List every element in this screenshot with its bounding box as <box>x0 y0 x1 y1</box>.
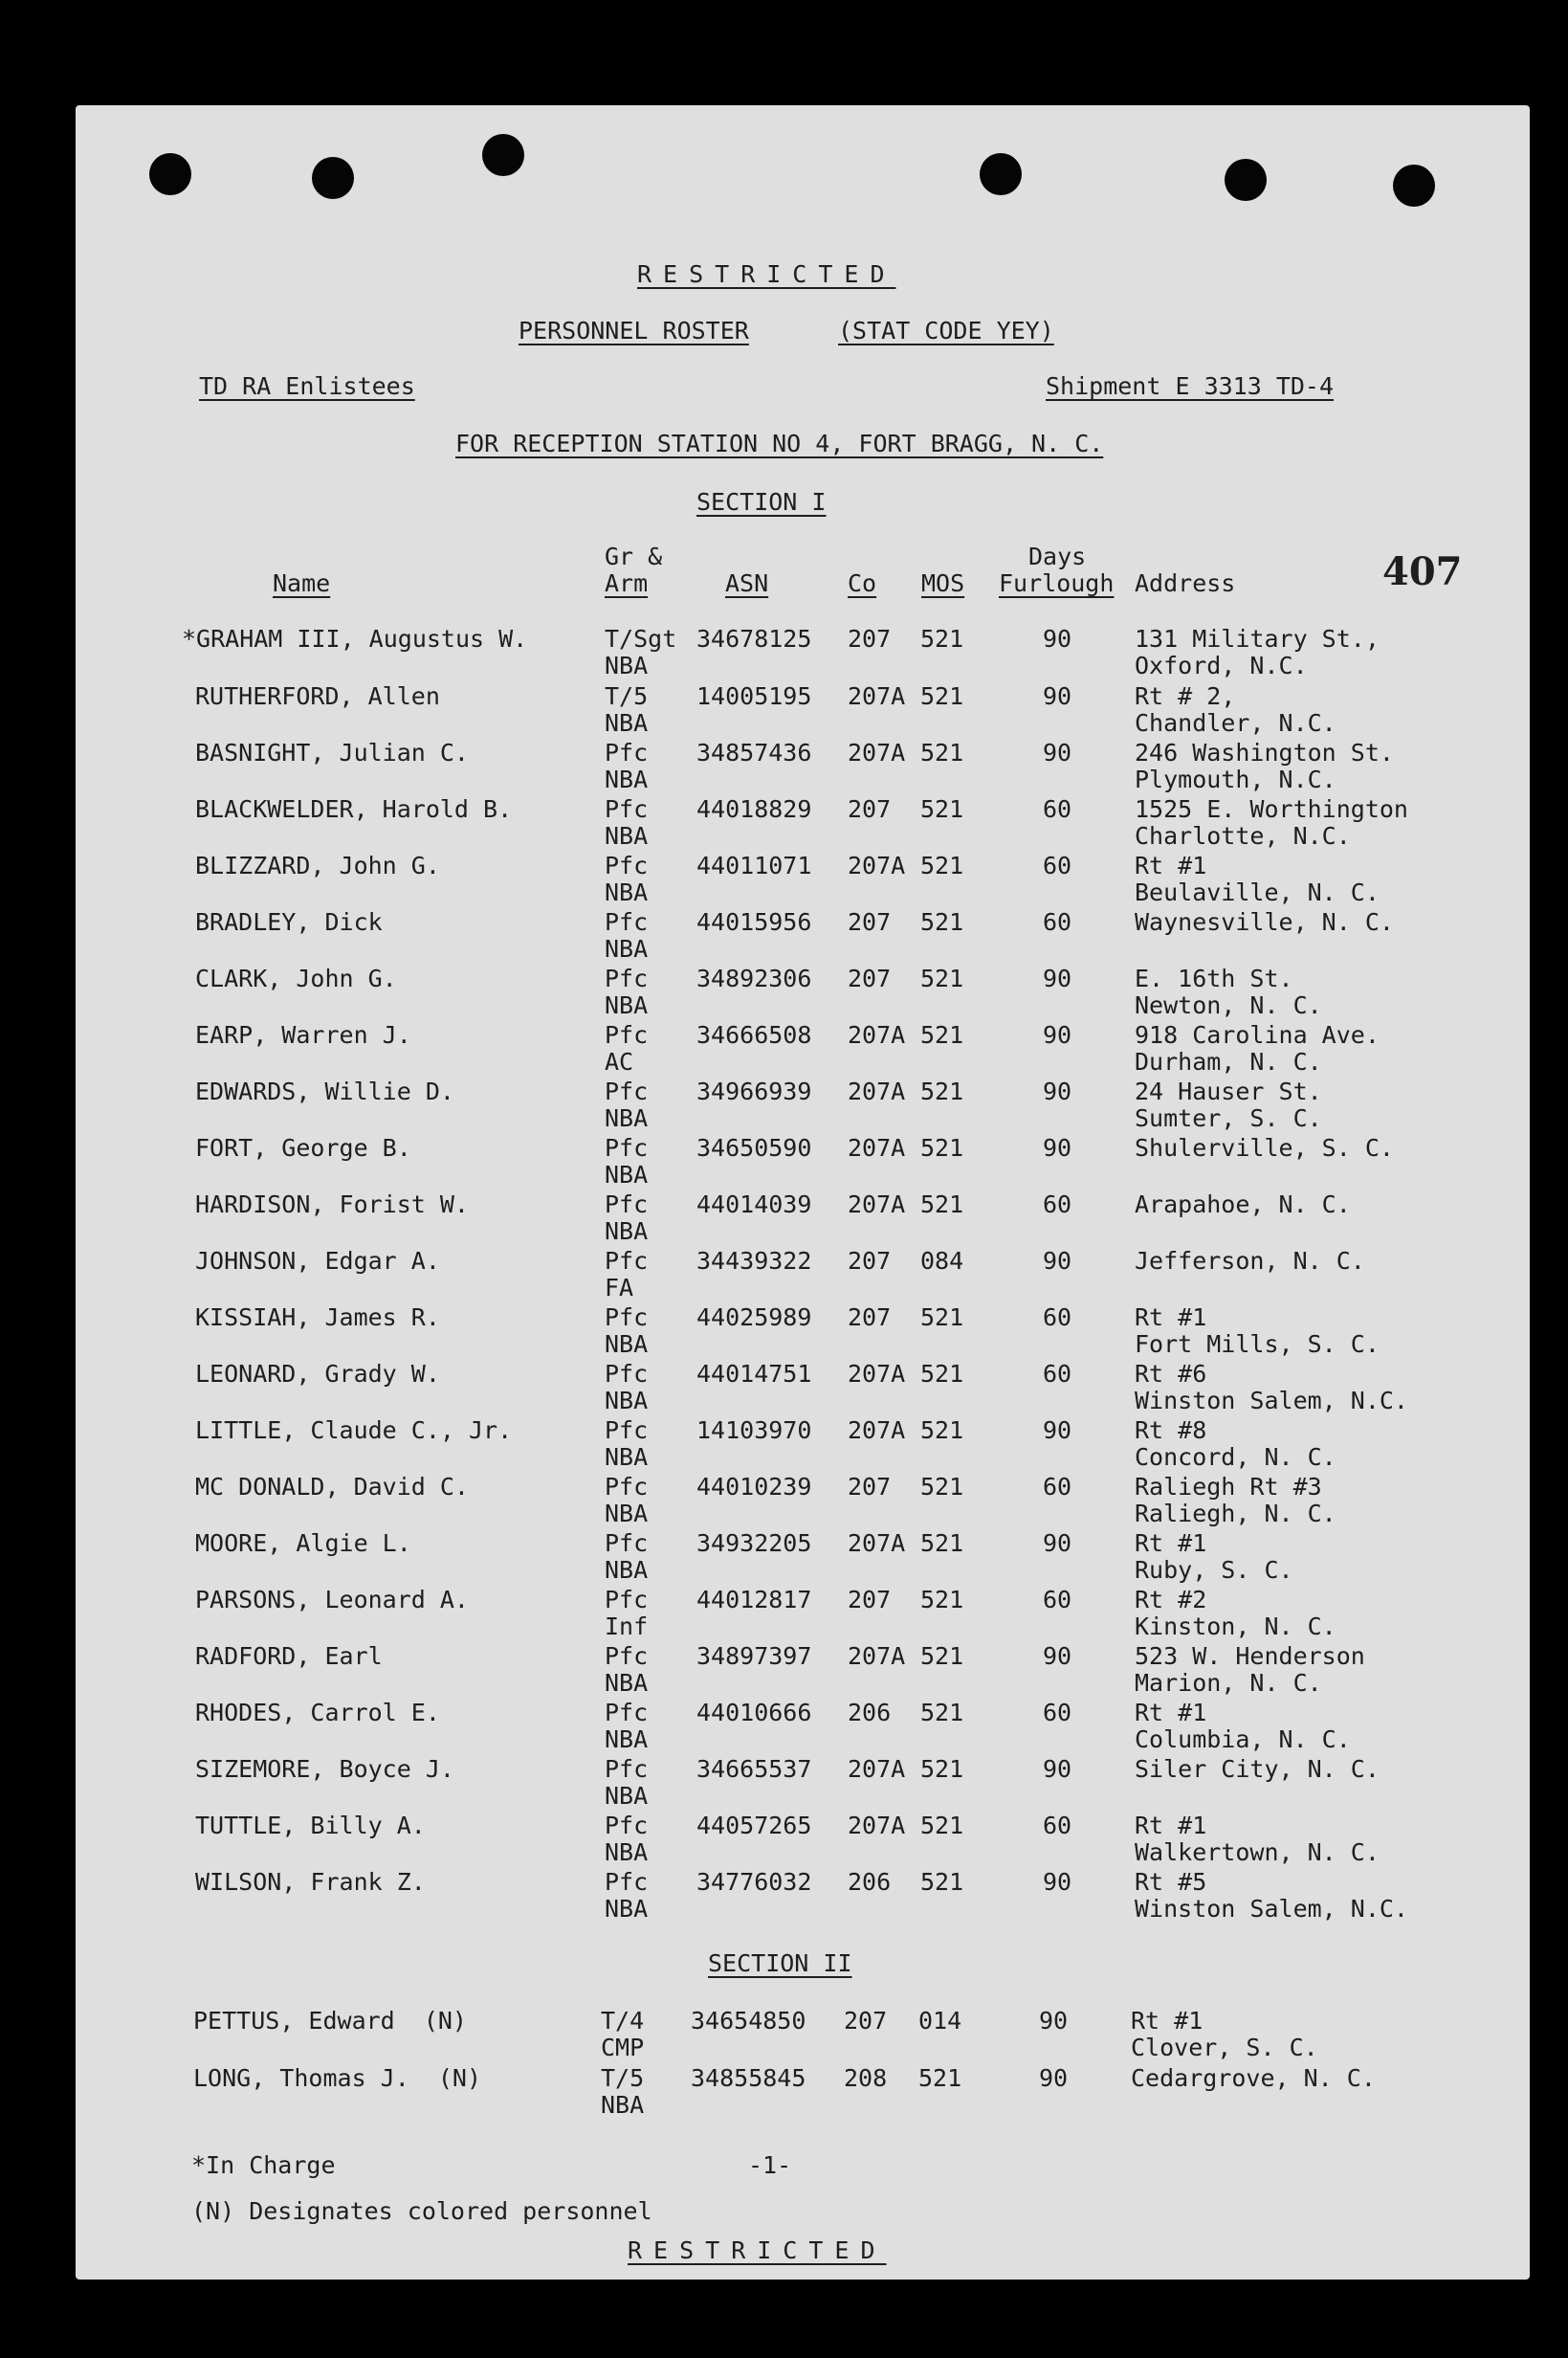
row-arm: NBA <box>605 652 649 679</box>
colored-personnel-note: (N) Designates colored personnel <box>191 2197 652 2225</box>
table-row <box>0 1134 1568 1191</box>
row-furlough-days: 60 <box>1043 852 1072 879</box>
row-grade: Pfc <box>605 1247 649 1275</box>
restricted-header: RESTRICTED <box>637 260 896 288</box>
table-row <box>0 1529 1568 1587</box>
table-row <box>0 1586 1568 1643</box>
table-row <box>0 1190 1568 1248</box>
row-furlough-days: 90 <box>1043 1078 1072 1105</box>
row-asn: 44014751 <box>696 1360 812 1388</box>
row-address-line2: Winston Salem, N.C. <box>1135 1387 1408 1414</box>
row-grade: Pfc <box>605 1812 649 1839</box>
row-company: 207A <box>848 1755 906 1783</box>
table-row <box>0 1021 1568 1079</box>
row-asn: 34776032 <box>696 1868 812 1896</box>
row-address-line2: Oxford, N.C. <box>1135 652 1308 679</box>
row-name: LEONARD, Grady W. <box>195 1360 440 1388</box>
table-row <box>0 739 1568 796</box>
row-company: 207A <box>848 739 906 767</box>
row-company: 207A <box>848 1642 906 1670</box>
row-mos: 521 <box>920 1078 964 1105</box>
table-row <box>0 1416 1568 1474</box>
row-address-line1: 1525 E. Worthington <box>1135 795 1408 823</box>
row-name: MC DONALD, David C. <box>195 1473 469 1501</box>
row-asn: 44015956 <box>696 908 812 936</box>
row-grade: Pfc <box>605 908 649 936</box>
row-arm: NBA <box>605 1838 649 1866</box>
row-address-line2: Marion, N. C. <box>1135 1669 1322 1697</box>
row-name: PARSONS, Leonard A. <box>195 1586 469 1613</box>
col-asn-header: ASN <box>725 569 769 597</box>
row-name: RUTHERFORD, Allen <box>195 682 440 710</box>
row-mos: 521 <box>920 682 964 710</box>
row-grade: Pfc <box>605 1360 649 1388</box>
row-company: 207 <box>848 908 892 936</box>
row-furlough-days: 90 <box>1043 1642 1072 1670</box>
row-mos: 521 <box>920 1134 964 1162</box>
row-mos: 521 <box>920 739 964 767</box>
row-name: CLARK, John G. <box>195 965 397 992</box>
row-asn: 34439322 <box>696 1247 812 1275</box>
row-furlough-days: 60 <box>1043 1360 1072 1388</box>
row-arm: NBA <box>605 1104 649 1132</box>
row-arm: NBA <box>605 1895 649 1923</box>
row-grade: Pfc <box>605 1473 649 1501</box>
row-grade: Pfc <box>605 1303 649 1331</box>
row-name: KISSIAH, James R. <box>195 1303 440 1331</box>
row-furlough-days: 90 <box>1039 2064 1069 2092</box>
row-arm: NBA <box>605 1500 649 1527</box>
row-address-line2: Kinston, N. C. <box>1135 1613 1336 1640</box>
row-name: EDWARDS, Willie D. <box>195 1078 454 1105</box>
row-arm: NBA <box>605 1161 649 1189</box>
row-grade: T/5 <box>605 682 649 710</box>
row-mos: 521 <box>920 1642 964 1670</box>
table-row <box>0 1473 1568 1530</box>
row-mos: 521 <box>920 852 964 879</box>
row-grade: Pfc <box>605 1642 649 1670</box>
punch-hole <box>980 153 1022 195</box>
col-address-header: Address <box>1135 569 1236 597</box>
row-furlough-days: 90 <box>1043 1021 1072 1049</box>
row-address-line1: Siler City, N. C. <box>1135 1755 1380 1783</box>
row-address-line1: Rt #1 <box>1135 852 1207 879</box>
row-name: RADFORD, Earl <box>195 1642 383 1670</box>
row-mos: 521 <box>920 1586 964 1613</box>
row-furlough-days: 90 <box>1039 2007 1069 2035</box>
row-grade: T/5 <box>601 2064 645 2092</box>
row-furlough-days: 60 <box>1043 1586 1072 1613</box>
row-company: 207A <box>848 1360 906 1388</box>
row-grade: Pfc <box>605 1190 649 1218</box>
row-address-line1: 246 Washington St. <box>1135 739 1394 767</box>
row-asn: 44057265 <box>696 1812 812 1839</box>
row-company: 207 <box>848 965 892 992</box>
row-name: RHODES, Carrol E. <box>195 1699 440 1726</box>
row-company: 207 <box>848 625 892 653</box>
table-row <box>0 1247 1568 1304</box>
row-asn: 44010666 <box>696 1699 812 1726</box>
row-grade: Pfc <box>605 1529 649 1557</box>
row-mos: 521 <box>920 625 964 653</box>
row-company: 207A <box>848 1021 906 1049</box>
row-company: 207A <box>848 1812 906 1839</box>
row-grade: T/4 <box>601 2007 645 2035</box>
row-company: 207A <box>848 1416 906 1444</box>
row-name: PETTUS, Edward (N) <box>193 2007 467 2035</box>
table-row <box>0 1812 1568 1869</box>
table-row <box>0 1303 1568 1361</box>
row-company: 207A <box>848 1078 906 1105</box>
row-asn: 34650590 <box>696 1134 812 1162</box>
row-address-line2: Chandler, N.C. <box>1135 709 1336 737</box>
row-name: BLACKWELDER, Harold B. <box>195 795 513 823</box>
row-company: 206 <box>848 1868 892 1896</box>
row-address-line1: Rt #1 <box>1135 1303 1207 1331</box>
table-row <box>0 1868 1568 1925</box>
row-grade: Pfc <box>605 739 649 767</box>
punch-hole <box>1225 159 1267 201</box>
row-arm: NBA <box>601 2091 645 2119</box>
row-arm: CMP <box>601 2034 645 2061</box>
row-furlough-days: 60 <box>1043 908 1072 936</box>
row-asn: 34665537 <box>696 1755 812 1783</box>
row-address-line2: Walkertown, N. C. <box>1135 1838 1380 1866</box>
row-name: SIZEMORE, Boyce J. <box>195 1755 454 1783</box>
row-furlough-days: 60 <box>1043 1812 1072 1839</box>
row-mos: 521 <box>920 1812 964 1839</box>
row-arm: FA <box>605 1274 634 1301</box>
row-furlough-days: 90 <box>1043 682 1072 710</box>
table-row <box>0 1699 1568 1756</box>
row-address-line1: Rt #8 <box>1135 1416 1207 1444</box>
row-furlough-days: 90 <box>1043 1247 1072 1275</box>
row-arm: NBA <box>605 1443 649 1471</box>
col-co-header: Co <box>848 569 877 597</box>
row-arm: NBA <box>605 1725 649 1753</box>
row-address-line1: Rt #6 <box>1135 1360 1207 1388</box>
row-furlough-days: 90 <box>1043 1529 1072 1557</box>
row-mos: 521 <box>920 1021 964 1049</box>
page-number: -1- <box>748 2151 792 2179</box>
section-one-title: SECTION I <box>696 488 827 516</box>
col-grade-header: Gr & <box>605 543 663 570</box>
row-address-line2: Winston Salem, N.C. <box>1135 1895 1408 1923</box>
row-mos: 521 <box>920 1360 964 1388</box>
row-grade: Pfc <box>605 1416 649 1444</box>
row-mos: 521 <box>918 2064 962 2092</box>
row-furlough-days: 60 <box>1043 1190 1072 1218</box>
row-asn: 34857436 <box>696 739 812 767</box>
row-furlough-days: 90 <box>1043 1755 1072 1783</box>
table-row <box>0 1360 1568 1417</box>
punch-hole <box>149 153 191 195</box>
row-address-line1: Rt #1 <box>1135 1812 1207 1839</box>
row-address-line1: Rt #1 <box>1135 1699 1207 1726</box>
row-asn: 34654850 <box>691 2007 806 2035</box>
row-furlough-days: 60 <box>1043 1303 1072 1331</box>
row-company: 207A <box>848 1529 906 1557</box>
punch-hole <box>312 157 354 199</box>
row-arm: NBA <box>605 1387 649 1414</box>
row-asn: 34666508 <box>696 1021 812 1049</box>
row-name: HARDISON, Forist W. <box>195 1190 469 1218</box>
table-row <box>0 1755 1568 1813</box>
row-company: 207A <box>848 682 906 710</box>
row-company: 207 <box>848 795 892 823</box>
row-mos: 521 <box>920 908 964 936</box>
row-company: 207A <box>848 1190 906 1218</box>
row-furlough-days: 90 <box>1043 1416 1072 1444</box>
row-grade: Pfc <box>605 1134 649 1162</box>
row-company: 207 <box>848 1473 892 1501</box>
row-mos: 014 <box>918 2007 962 2035</box>
row-mos: 521 <box>920 1755 964 1783</box>
row-name: JOHNSON, Edgar A. <box>195 1247 440 1275</box>
row-arm: NBA <box>605 1556 649 1584</box>
stat-code: (STAT CODE YEY) <box>838 317 1054 345</box>
row-company: 207A <box>848 852 906 879</box>
row-address-line1: 131 Military St., <box>1135 625 1380 653</box>
row-grade: Pfc <box>605 1699 649 1726</box>
row-arm: NBA <box>605 709 649 737</box>
row-company: 207 <box>848 1247 892 1275</box>
row-address-line1: 918 Carolina Ave. <box>1135 1021 1380 1049</box>
row-address-line2: Fort Mills, S. C. <box>1135 1330 1380 1358</box>
row-furlough-days: 60 <box>1043 1473 1072 1501</box>
row-arm: NBA <box>605 822 649 850</box>
row-company: 207 <box>848 1303 892 1331</box>
row-address-line1: Shulerville, S. C. <box>1135 1134 1394 1162</box>
row-mos: 521 <box>920 1699 964 1726</box>
col-arm-header: Arm <box>605 569 649 597</box>
col-furlough-header: Furlough <box>999 569 1115 597</box>
row-address-line2: Plymouth, N.C. <box>1135 766 1336 793</box>
row-arm: NBA <box>605 879 649 906</box>
row-furlough-days: 60 <box>1043 795 1072 823</box>
row-grade: Pfc <box>605 1078 649 1105</box>
row-asn: 44012817 <box>696 1586 812 1613</box>
destination-line: FOR RECEPTION STATION NO 4, FORT BRAGG, N. C. <box>455 430 1104 457</box>
row-address-line2: Durham, N. C. <box>1135 1048 1322 1076</box>
table-row <box>0 682 1568 740</box>
table-row <box>0 2064 1568 2122</box>
row-company: 207 <box>848 1586 892 1613</box>
row-mos: 521 <box>920 795 964 823</box>
row-asn: 44018829 <box>696 795 812 823</box>
row-mos: 521 <box>920 1303 964 1331</box>
row-address-line2: Raliegh, N. C. <box>1135 1500 1336 1527</box>
row-name: EARP, Warren J. <box>195 1021 411 1049</box>
row-furlough-days: 90 <box>1043 1134 1072 1162</box>
row-company: 208 <box>844 2064 888 2092</box>
row-arm: NBA <box>605 1669 649 1697</box>
punch-hole <box>1393 165 1435 207</box>
table-row <box>0 908 1568 966</box>
col-days-header: Days <box>1028 543 1087 570</box>
row-asn: 44011071 <box>696 852 812 879</box>
roster-title: PERSONNEL ROSTER <box>519 317 749 345</box>
row-furlough-days: 90 <box>1043 625 1072 653</box>
row-asn: 34897397 <box>696 1642 812 1670</box>
row-asn: 44010239 <box>696 1473 812 1501</box>
row-name: MOORE, Algie L. <box>195 1529 411 1557</box>
row-address-line1: 24 Hauser St. <box>1135 1078 1322 1105</box>
row-name: BRADLEY, Dick <box>195 908 383 936</box>
row-arm: NBA <box>605 1330 649 1358</box>
row-name: BASNIGHT, Julian C. <box>195 739 469 767</box>
row-furlough-days: 90 <box>1043 739 1072 767</box>
punch-hole <box>482 134 524 176</box>
row-grade: Pfc <box>605 852 649 879</box>
table-row <box>0 1078 1568 1135</box>
row-address-line1: Arapahoe, N. C. <box>1135 1190 1351 1218</box>
row-asn: 14103970 <box>696 1416 812 1444</box>
row-company: 207A <box>848 1134 906 1162</box>
row-arm: Inf <box>605 1613 649 1640</box>
row-asn: 44014039 <box>696 1190 812 1218</box>
row-company: 206 <box>848 1699 892 1726</box>
row-arm: NBA <box>605 1217 649 1245</box>
table-row <box>0 1642 1568 1700</box>
row-asn: 14005195 <box>696 682 812 710</box>
row-grade: T/Sgt <box>605 625 677 653</box>
row-asn: 34932205 <box>696 1529 812 1557</box>
row-address-line2: Sumter, S. C. <box>1135 1104 1322 1132</box>
row-furlough-days: 90 <box>1043 1868 1072 1896</box>
row-name: WILSON, Frank Z. <box>195 1868 426 1896</box>
row-company: 207 <box>844 2007 888 2035</box>
row-address-line1: Rt # 2, <box>1135 682 1236 710</box>
row-arm: NBA <box>605 1782 649 1810</box>
col-mos-header: MOS <box>921 569 965 597</box>
row-mos: 521 <box>920 1190 964 1218</box>
row-name: BLIZZARD, John G. <box>195 852 440 879</box>
row-address-line1: 523 W. Henderson <box>1135 1642 1365 1670</box>
row-mos: 521 <box>920 965 964 992</box>
row-mos: 084 <box>920 1247 964 1275</box>
row-address-line2: Charlotte, N.C. <box>1135 822 1351 850</box>
in-charge-note: *In Charge <box>191 2151 336 2179</box>
row-name: LONG, Thomas J. (N) <box>193 2064 482 2092</box>
row-grade: Pfc <box>605 1868 649 1896</box>
row-mos: 521 <box>920 1529 964 1557</box>
table-row <box>0 625 1568 682</box>
row-address-line2: Concord, N. C. <box>1135 1443 1336 1471</box>
shipment-number: Shipment E 3313 TD-4 <box>1046 372 1335 400</box>
row-address-line1: Jefferson, N. C. <box>1135 1247 1365 1275</box>
row-asn: 34966939 <box>696 1078 812 1105</box>
row-address-line2: Newton, N. C. <box>1135 991 1322 1019</box>
row-grade: Pfc <box>605 1586 649 1613</box>
restricted-footer: RESTRICTED <box>628 2236 887 2264</box>
page-reference-number: 407 <box>1382 549 1463 594</box>
row-mos: 521 <box>920 1473 964 1501</box>
row-mos: 521 <box>920 1868 964 1896</box>
section-two-title: SECTION II <box>708 1949 852 1977</box>
row-address-line1: Rt #1 <box>1135 1529 1207 1557</box>
row-name: FORT, George B. <box>195 1134 411 1162</box>
row-grade: Pfc <box>605 1755 649 1783</box>
row-address-line2: Ruby, S. C. <box>1135 1556 1293 1584</box>
row-arm: AC <box>605 1048 634 1076</box>
row-furlough-days: 60 <box>1043 1699 1072 1726</box>
row-grade: Pfc <box>605 1021 649 1049</box>
row-asn: 34678125 <box>696 625 812 653</box>
row-name: *GRAHAM III, Augustus W. <box>182 625 528 653</box>
row-address-line1: E. 16th St. <box>1135 965 1293 992</box>
col-name-header: Name <box>273 569 331 597</box>
row-address-line1: Waynesville, N. C. <box>1135 908 1394 936</box>
table-row <box>0 852 1568 909</box>
row-address-line2: Clover, S. C. <box>1131 2034 1318 2061</box>
row-grade: Pfc <box>605 965 649 992</box>
row-asn: 34892306 <box>696 965 812 992</box>
row-address-line1: Raliegh Rt #3 <box>1135 1473 1322 1501</box>
row-asn: 44025989 <box>696 1303 812 1331</box>
row-address-line1: Rt #5 <box>1135 1868 1207 1896</box>
enlistee-group: TD RA Enlistees <box>199 372 415 400</box>
table-row <box>0 2007 1568 2064</box>
row-mos: 521 <box>920 1416 964 1444</box>
row-furlough-days: 90 <box>1043 965 1072 992</box>
row-address-line2: Columbia, N. C. <box>1135 1725 1351 1753</box>
row-name: TUTTLE, Billy A. <box>195 1812 426 1839</box>
row-grade: Pfc <box>605 795 649 823</box>
row-address-line1: Rt #1 <box>1131 2007 1204 2035</box>
row-address-line2: Beulaville, N. C. <box>1135 879 1380 906</box>
row-arm: NBA <box>605 991 649 1019</box>
table-row <box>0 795 1568 853</box>
row-name: LITTLE, Claude C., Jr. <box>195 1416 513 1444</box>
row-asn: 34855845 <box>691 2064 806 2092</box>
row-address-line1: Cedargrove, N. C. <box>1131 2064 1376 2092</box>
table-row <box>0 965 1568 1022</box>
row-arm: NBA <box>605 766 649 793</box>
row-address-line1: Rt #2 <box>1135 1586 1207 1613</box>
row-arm: NBA <box>605 935 649 963</box>
